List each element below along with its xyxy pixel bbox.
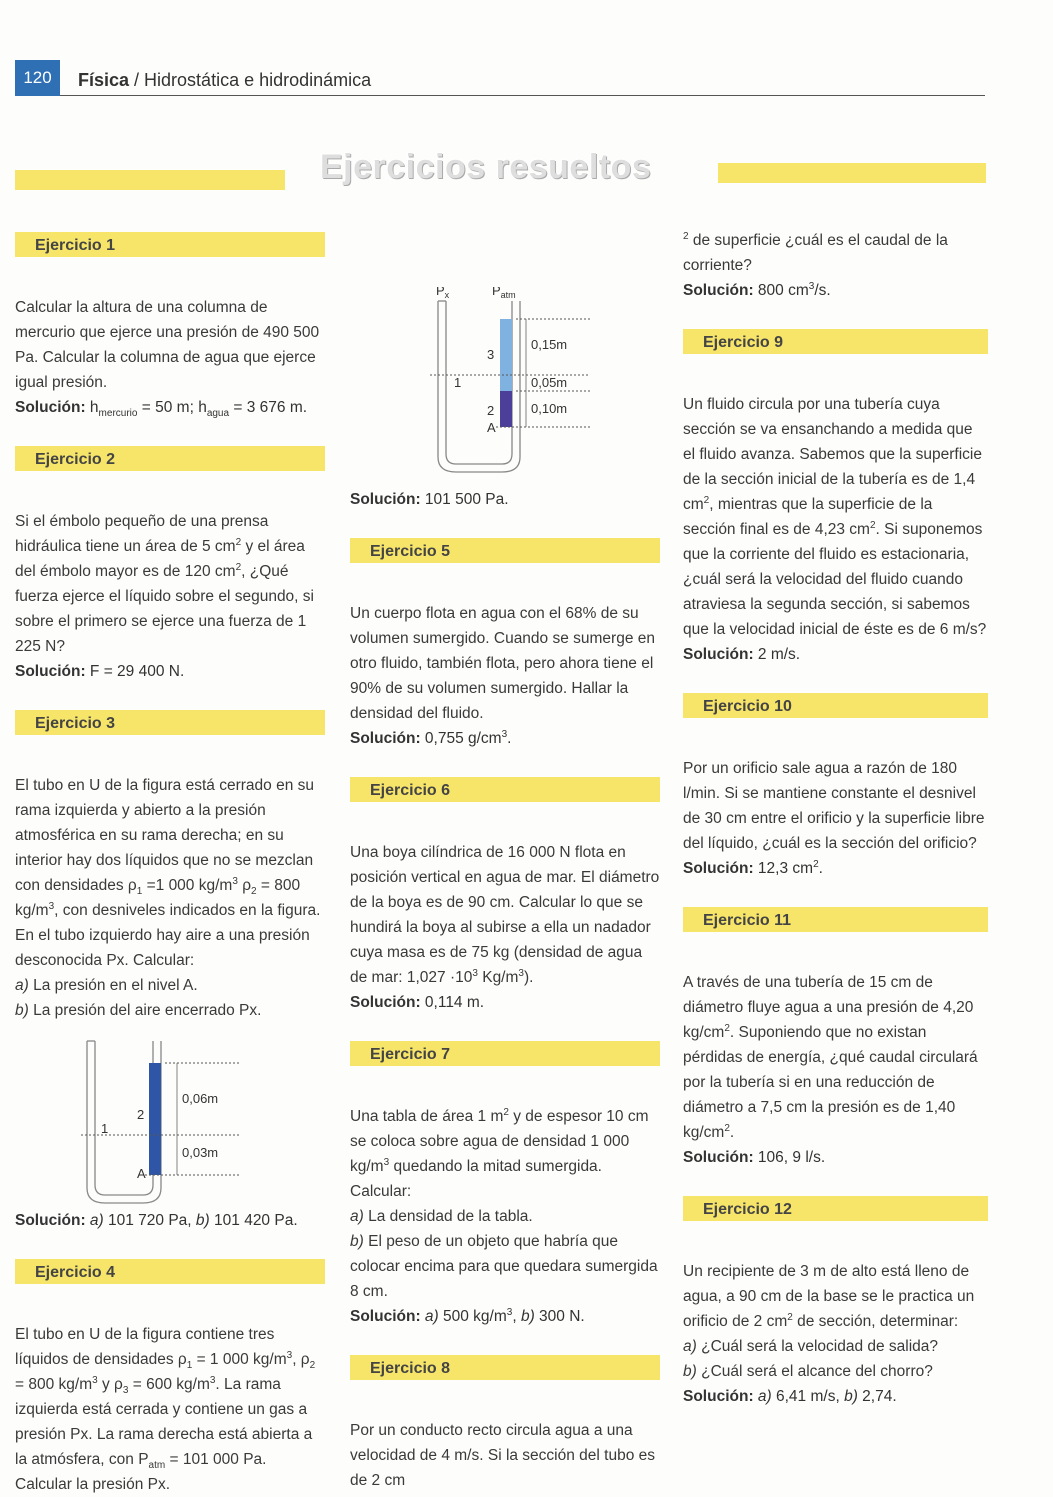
fig-dim-2: 0,05m [531,375,568,390]
item-label: a) [683,1338,697,1355]
exercise-9-text [683,392,988,642]
exercise-10-solution [683,856,988,881]
text-run: Un fluido circula por una tubería cuya sección se va ensanchando a medida que el fluido avanza. Sabemos que la superficie de la sección inicial de la tubería es de 1,4 cm [683,396,982,513]
sol-text: 0,755 g/cm [420,730,502,747]
fig-label-A: A [487,420,496,435]
spacer [683,303,988,329]
exercise-8-solution [683,278,988,303]
solution-label: Solución: [683,282,754,299]
sol-text: 2,74. [857,1388,897,1405]
text-run: = 800 kg/m [15,877,301,919]
solution-label: Solución: [350,1308,421,1325]
sol-text: 106, 9 l/s. [753,1149,826,1166]
solution-label: Solución: [683,646,754,663]
subscript: 2 [251,886,257,898]
superscript: 3 [232,875,238,887]
exercise-3-heading: Ejercicio 3 [15,710,325,735]
exercise-7-heading: Ejercicio 7 [350,1041,660,1066]
exercise-9-heading: Ejercicio 9 [683,329,988,354]
fig-dim-1: 0,06m [182,1091,219,1106]
exercise-4-heading: Ejercicio 4 [15,1259,325,1284]
sol-text: , [512,1308,521,1325]
text-run: A través de una tubería de 15 cm de diámetro fluye agua a una presión de 4,20 kg/cm [683,974,974,1041]
exercise-8-text-part1: Por un conducto recto circula agua a una velocidad de 4 m/s. Si la sección del tubo es de 2 cm [350,1422,656,1489]
fig-patm-label [492,287,516,300]
sol-text: /s. [814,282,831,299]
sol-sub: agua [206,408,230,420]
text-run: La presión en el nivel A. [28,977,198,994]
text-run: , con desniveles indicados en la figura. En el tubo izquierdo hay aire a una presión desconocida Px. Calcular: [15,902,321,969]
text-run: , ρ [292,1351,310,1368]
text-run: = 800 kg/m [15,1376,93,1393]
superscript: 3 [286,1349,293,1361]
exercise-7-solution [350,1304,660,1329]
solution-label: Solución: [350,491,421,508]
solution-label: Solución: [350,994,421,1011]
exercise-11-text [683,970,988,1145]
fig-dim-2: 0,03m [182,1145,219,1160]
text-run: de superficie ¿cuál es el caudal de la corriente? [683,232,948,274]
exercise-5-solution [350,726,660,751]
superscript: 3 [808,280,815,292]
exercise-7-item-b [350,1229,660,1304]
superscript: 2 [683,230,689,242]
text-run: Si el émbolo pequeño de una prensa hidráulica tiene un área de 5 cm [15,513,269,555]
text-run: ρ [237,877,252,894]
superscript: 2 [813,858,819,870]
superscript: 2 [235,536,242,548]
title-bar-left [15,170,285,190]
spacer [683,1170,988,1196]
fig-dim-3: 0,10m [531,401,568,416]
px-sub: x [444,290,450,300]
column-3 [683,228,988,1409]
text-run: quedando la mitad sumergida. Calcular: [350,1158,602,1200]
superscript: 3 [92,1374,98,1386]
solution-label: Solución: [683,1388,754,1405]
superscript: 2 [235,561,242,573]
header-rule [60,95,985,96]
text-run: = 600 kg/m [128,1376,210,1393]
exercise-6-heading: Ejercicio 6 [350,777,660,802]
text-run: , mientras que la superficie de la sección final es de 4,23 cm [683,496,933,538]
superscript: 3 [383,1156,390,1168]
exercise-3-text [15,773,325,973]
text-run: de sección, determinar: [792,1313,959,1330]
superscript: 2 [869,519,876,531]
spacer [15,420,325,446]
solution-label: Solución: [683,860,754,877]
liquid-3-column [500,319,512,391]
solution-label: Solución: [15,399,86,416]
spacer [350,1015,660,1041]
fig-label-3: 3 [487,347,495,362]
text-run: ¿Cuál será el alcance del chorro? [696,1363,933,1380]
item-label: b) [350,1233,364,1250]
item-label: b) [195,1212,210,1229]
spacer [350,512,660,538]
fig-label-A: A [137,1166,146,1181]
page-number: 120 [15,60,60,96]
exercise-2-heading: Ejercicio 2 [15,446,325,471]
subscript: 1 [136,886,143,898]
exercise-12-item-b [683,1359,988,1384]
spacer [350,1329,660,1355]
section-name: Hidrostática e hidrodinámica [144,70,372,90]
text-run: ¿Cuál será la velocidad de salida? [696,1338,939,1355]
text-run: ). [523,969,534,986]
text-run: La presión del aire encerrado Px. [28,1002,262,1019]
sol-text: h [89,399,99,416]
u-tube-figure-1 [15,1023,325,1208]
superscript: 2 [503,1106,509,1118]
sol-text: 101 500 Pa. [420,491,509,508]
spacer [683,881,988,907]
superscript: 3 [501,728,508,740]
sol-text: = 3 676 m. [229,399,308,416]
text-run: . Si suponemos que la corriente del fluido es estacionaria, ¿cuál será la velocidad del fluido cuando atraviesa la segunda sección, si sabemos que la velocidad inicial de éste es de 6 m/s? [683,521,987,638]
page-title: Ejercicios resueltos [320,148,652,186]
item-label: b) [844,1388,858,1405]
exercise-12-text [683,1259,988,1334]
superscript: 2 [724,1022,730,1034]
column-2 [350,232,660,1493]
exercise-3-item-b [15,998,325,1023]
sol-text: 6,41 m/s, [771,1388,845,1405]
spacer [683,667,988,693]
text-run: = 101 000 Pa. Calcular la presión Px. [15,1451,267,1493]
subject: Física [78,70,130,90]
fig-label-1: 1 [454,375,462,390]
exercise-10-text: Por un orificio sale agua a razón de 180 l/min. Si se mantiene constante el desnivel de 30 cm entre el orificio y la superficie libre del líquido, ¿cuál es la sección del orificio? [683,760,985,852]
sol-text: . [507,730,512,747]
exercise-1-solution [15,395,325,420]
text-run: Un recipiente de 3 m de alto está lleno de agua, a 90 cm de la base se le practica un orificio de 2 cm [683,1263,975,1330]
fig-dim-1: 0,15m [531,337,568,352]
exercise-3-item-a [15,973,325,998]
exercise-4-text-part1 [15,1322,325,1497]
exercise-12-item-a [683,1334,988,1359]
text-run: y de espesor 10 cm se coloca sobre agua de densidad 1 000 kg/m [350,1108,649,1175]
subscript: atm [148,1460,166,1472]
sol-text: 12,3 cm [753,860,814,877]
sol-text: 300 N. [534,1308,585,1325]
item-label: a) [350,1208,364,1225]
text-run: El tubo en U de la figura contiene tres líquidos de densidades ρ [15,1326,275,1368]
sol-text: 2 m/s. [753,646,801,663]
px: P [436,287,445,298]
exercise-3-solution [15,1208,325,1233]
exercise-10-heading: Ejercicio 10 [683,693,988,718]
item-label: a) [85,1212,104,1229]
text-run: El peso de un objeto que habría que colocar encima para que quedara sumergida 8 cm. [350,1233,658,1300]
liquid-2-column [149,1063,161,1175]
superscript: 2 [724,1122,730,1134]
exercise-5-heading: Ejercicio 5 [350,538,660,563]
text-run: Kg/m [477,969,519,986]
solution-label: Solución: [350,730,421,747]
exercise-2-solution [15,659,325,684]
text-run: y ρ [97,1376,123,1393]
superscript: 3 [506,1306,513,1318]
item-label: a) [753,1388,772,1405]
spacer [15,684,325,710]
sol-text: = 50 m; h [137,399,207,416]
solution-label: Solución: [683,1149,754,1166]
patm: P [492,287,501,298]
text-run: =1 000 kg/m [142,877,233,894]
item-label: b) [520,1308,535,1325]
exercise-9-solution [683,642,988,667]
exercise-1-text: Calcular la altura de una columna de mercurio que ejerce una presión de 490 500 Pa. Calcular la columna de agua que ejerce igual presión. [15,299,320,391]
sol-sub: mercurio [98,408,138,420]
sol-text: 500 kg/m [438,1308,507,1325]
text-run: . La rama izquierda está cerrada y contiene un gas a presión Px. La rama derecha está abierta a la atmósfera, con P [15,1376,313,1468]
item-label: a) [15,977,29,994]
sol-text: 101 420 Pa. [209,1212,298,1229]
superscript: 2 [787,1311,793,1323]
text-run: Una boya cilíndrica de 16 000 N flota en posición vertical en agua de mar. El diámetro de la boya es de 90 cm. Calcular lo que se hundirá la boya al subirse a ella un nadador cuya masa es de 75 kg (densidad de agua de mar: 1,027 ·10 [350,844,660,986]
exercise-2-text [15,509,325,659]
superscript: 3 [48,900,55,912]
title-bar-right [718,163,986,183]
text-run: = 1 000 kg/m [192,1351,287,1368]
exercise-12-solution [683,1384,988,1409]
item-label: b) [15,1002,29,1019]
subscript: 1 [186,1360,193,1372]
exercise-5-text: Un cuerpo flota en agua con el 68% de su volumen sumergido. Cuando se sumerge en otro fluido, también flota, pero ahora tiene el 90% de su volumen sumergido. Hallar la densidad del fluido. [350,605,656,722]
header-separator: / [129,70,145,90]
solution-label: Solución: [15,663,86,680]
item-label: b) [683,1363,697,1380]
text-run: Una tabla de área 1 m [350,1108,504,1125]
exercise-6-text [350,840,660,990]
fig-label-1: 1 [101,1121,109,1136]
exercise-11-heading: Ejercicio 11 [683,907,988,932]
sol-text: F = 29 400 N. [85,663,185,680]
text-run: La densidad de la tabla. [363,1208,533,1225]
superscript: 3 [209,1374,216,1386]
exercise-8-text-part2 [683,228,988,278]
superscript: 3 [518,967,524,979]
spacer [15,1233,325,1259]
sol-text: 101 720 Pa, [103,1212,196,1229]
superscript: 2 [703,494,710,506]
text-run: y el área del émbolo mayor es de 120 cm [15,538,305,580]
exercise-11-solution [683,1145,988,1170]
text-run: . Suponiendo que no existan pérdidas de energía, ¿qué caudal circulará por la tubería si en una reducción de diámetro a 7,5 cm la presión es de 1,40 kg/cm [683,1024,978,1141]
running-header [78,70,371,91]
sol-text: . [818,860,823,877]
exercise-1-heading: Ejercicio 1 [15,232,325,257]
subscript: 2 [309,1360,316,1372]
superscript: 3 [472,967,478,979]
item-label: a) [420,1308,439,1325]
text-run: , ¿Qué fuerza ejerce el líquido sobre el segundo, si sobre el primero se ejerce una fuerza de 1 225 N? [15,563,314,655]
text-run: . [729,1124,735,1141]
fig-label-2: 2 [137,1107,145,1122]
exercise-8-heading: Ejercicio 8 [350,1355,660,1380]
text-run: El tubo en U de la figura está cerrado en su rama izquierda y abierto a la presión atmosférica en su rama derecha; en su interior hay dos líquidos que no se mezclan con densidades ρ [15,777,314,894]
exercise-4-solution [350,487,660,512]
sol-text: 0,114 m. [420,994,485,1011]
liquid-2-column [500,391,512,427]
column-1 [15,232,325,1497]
exercise-7-text [350,1104,660,1204]
patm-sub: atm [500,290,516,300]
fig-px-label [436,287,450,300]
subscript: 3 [122,1385,129,1397]
u-tube-figure-2 [350,287,650,487]
exercise-6-solution [350,990,660,1015]
exercise-12-heading: Ejercicio 12 [683,1196,988,1221]
sol-text: 800 cm [753,282,809,299]
fig-label-2: 2 [487,403,495,418]
solution-label: Solución: [15,1212,86,1229]
exercise-7-item-a [350,1204,660,1229]
spacer [350,751,660,777]
